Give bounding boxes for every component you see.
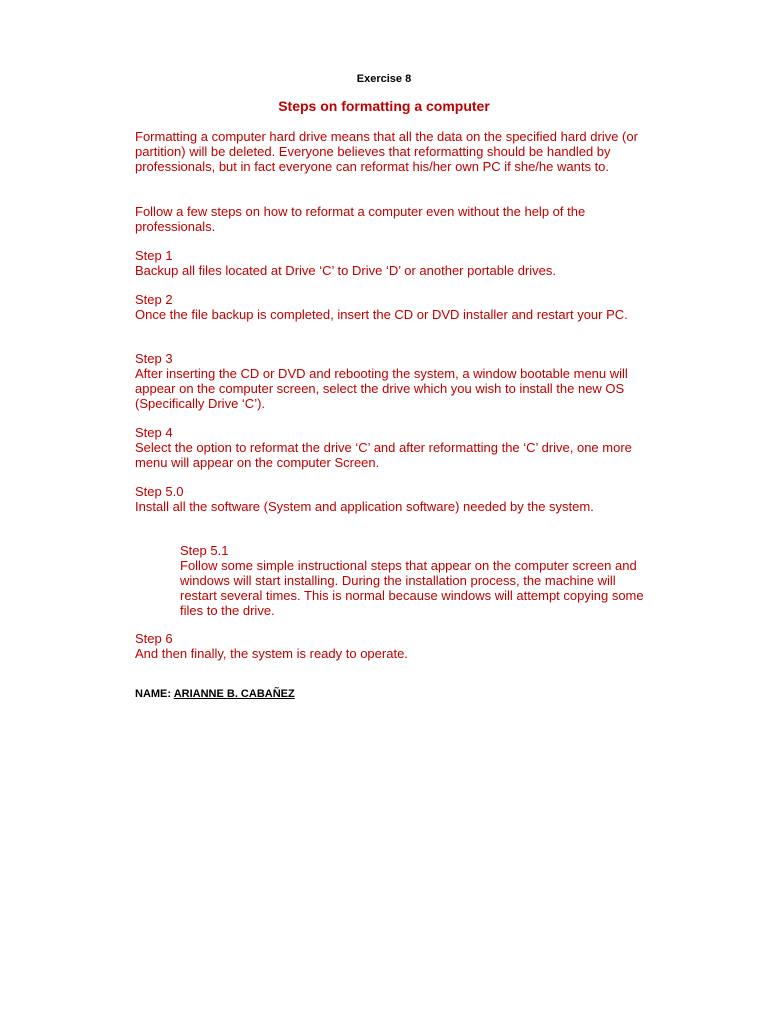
step-text: And then finally, the system is ready to operate. (135, 646, 408, 661)
step-label: Step 3 (135, 351, 173, 366)
step-label: Step 4 (135, 425, 173, 440)
step-text: Backup all files located at Drive ‘C’ to Drive ‘D’ or another portable drives. (135, 263, 556, 278)
step-label: Step 5.0 (135, 484, 184, 499)
step-label: Step 5.1 (180, 543, 229, 558)
document-title: Steps on formatting a computer (278, 98, 490, 114)
name-line (135, 688, 295, 700)
step-text: After inserting the CD or DVD and rebooting the system, a window bootable menu will appear on the computer screen, select the drive which you wish to install the new OS (Specifically Drive ‘C’). (135, 366, 628, 411)
exercise-label: Exercise 8 (356, 73, 412, 85)
step-block (135, 631, 655, 661)
step-block (135, 425, 655, 470)
step-block (135, 351, 655, 411)
step-text: Once the file backup is completed, insert the CD or DVD installer and restart your PC. (135, 307, 628, 322)
step-text: Select the option to reformat the drive ‘C’ and after reformatting the ‘C’ drive, one more menu will appear on the computer Screen. (135, 440, 632, 470)
intro-paragraph: Follow a few steps on how to reformat a computer even without the help of the professionals. (135, 204, 586, 234)
step-block (135, 292, 655, 322)
step-text: Follow some simple instructional steps that appear on the computer screen and windows will start installing. During the installation process, the machine will restart several times. This is normal because windows will attempt copying some files to the drive. (180, 558, 644, 618)
step-block (135, 484, 655, 514)
name-value: ARIANNE B. CABAÑEZ (173, 688, 295, 700)
intro-paragraph: Formatting a computer hard drive means that all the data on the specified hard drive (or partition) will be deleted. Everyone believes that reformatting should be handled by professionals, but in fact everyone can reformat his/her own PC if she/he wants to. (135, 129, 638, 174)
substep-block (180, 543, 650, 618)
step-label: Step 6 (135, 631, 173, 646)
step-label: Step 1 (135, 248, 173, 263)
name-label: NAME: (135, 688, 174, 700)
step-label: Step 2 (135, 292, 173, 307)
step-text: Install all the software (System and application software) needed by the system. (135, 499, 594, 514)
step-block (135, 248, 655, 278)
